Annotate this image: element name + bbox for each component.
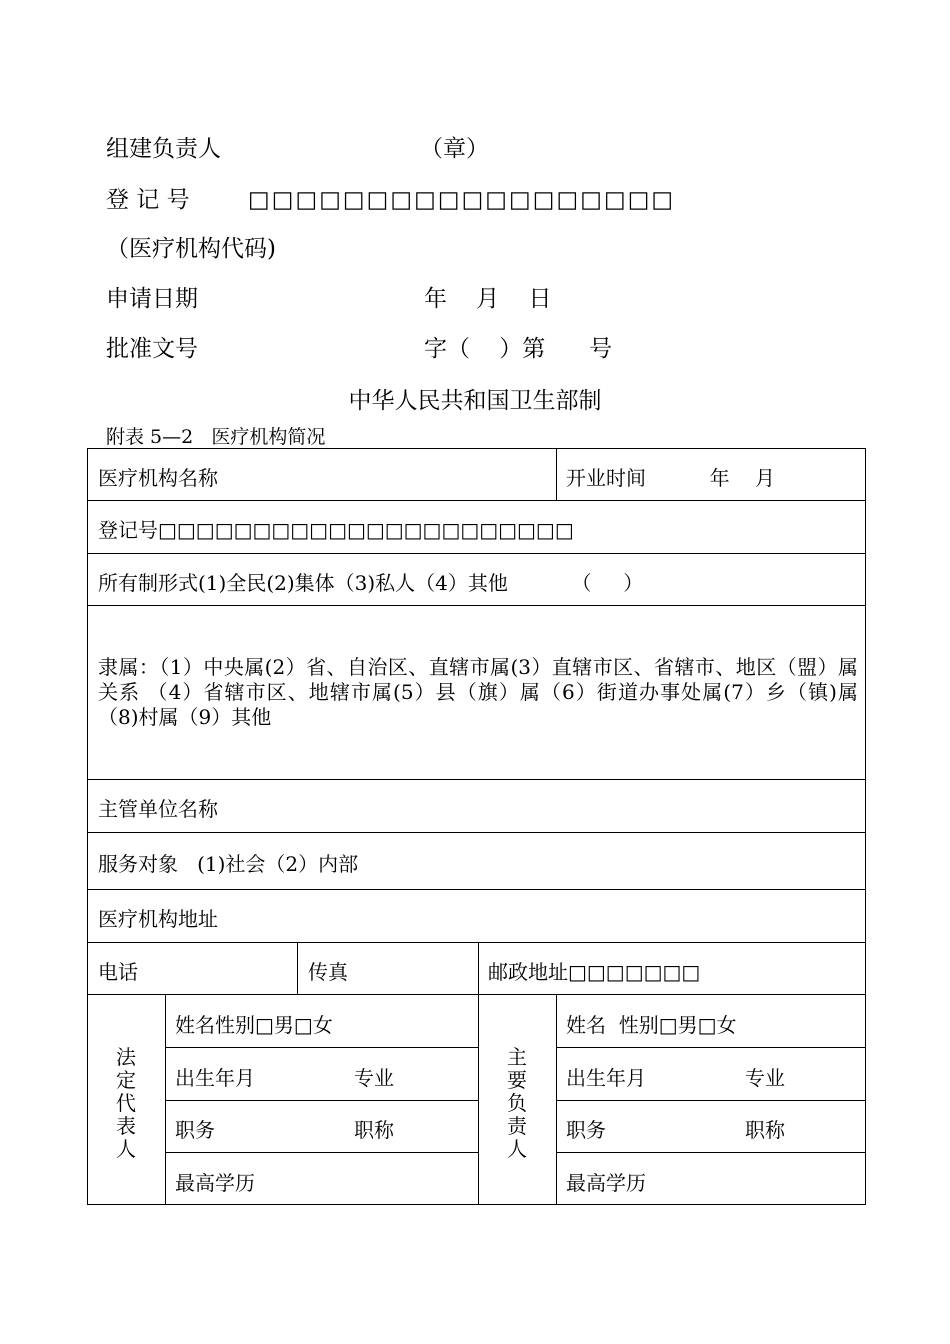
- registration-label: 登 记 号: [106, 187, 190, 213]
- row-divider: [165, 1152, 478, 1153]
- legal-rep-birth[interactable]: 出生年月: [175, 1066, 255, 1090]
- seal-label: （章）: [420, 136, 489, 162]
- col-divider: [165, 994, 166, 1204]
- approval-number-value[interactable]: 字（ ）第 号: [424, 336, 613, 362]
- service-target-field[interactable]: 服务对象 (1)社会（2）内部: [98, 852, 359, 876]
- institution-summary-form: [87, 448, 866, 1205]
- legal-rep-major[interactable]: 专业: [354, 1066, 394, 1090]
- apply-date-label: 申请日期: [106, 286, 198, 312]
- main-head-major[interactable]: 专业: [745, 1066, 785, 1090]
- registration-boxes[interactable]: □□□□□□□□□□□□□□□□□□: [248, 187, 676, 213]
- row-divider: [165, 1047, 478, 1048]
- affiliation-field[interactable]: 隶属：（1）中央属(2）省、自治区、直辖市属(3）直辖市区、省辖市、地区（盟）属关系 （4）省辖市区、地辖市属(5）县（旗）属（6）街道办事处属(7）乡（镇)属（8)村属（9）其他: [98, 655, 858, 729]
- legal-representative-label: 法定代表人: [116, 1045, 136, 1161]
- col-divider: [556, 994, 557, 1204]
- main-head-birth[interactable]: 出生年月: [566, 1066, 646, 1090]
- legal-rep-name-gender[interactable]: 姓名性别□男□女: [175, 1013, 333, 1037]
- approval-number-label: 批准文号: [106, 336, 198, 362]
- postal-address-field[interactable]: 邮政地址□□□□□□□: [488, 960, 701, 984]
- fax-field[interactable]: 传真: [308, 960, 348, 984]
- table-caption: 附表 5—2 医疗机构简况: [106, 426, 326, 448]
- legal-rep-position[interactable]: 职务: [175, 1118, 215, 1142]
- address-field[interactable]: 医疗机构地址: [98, 907, 218, 931]
- row-divider: [556, 1100, 865, 1101]
- main-head-education[interactable]: 最高学历: [566, 1171, 646, 1195]
- row-divider: [88, 889, 865, 890]
- row-divider: [88, 994, 865, 995]
- legal-rep-title[interactable]: 职称: [354, 1118, 394, 1142]
- row-divider: [88, 500, 865, 501]
- row-divider: [88, 779, 865, 780]
- row-divider: [88, 942, 865, 943]
- main-head-label: 主要负责人: [507, 1045, 527, 1161]
- col-divider: [297, 942, 298, 994]
- supervisor-unit-field[interactable]: 主管单位名称: [98, 797, 218, 821]
- row-divider: [165, 1100, 478, 1101]
- legal-rep-education[interactable]: 最高学历: [175, 1171, 255, 1195]
- row-divider: [556, 1152, 865, 1153]
- row-divider: [88, 553, 865, 554]
- ownership-field[interactable]: 所有制形式(1)全民(2)集体（3)私人（4）其他 （ ）: [98, 571, 644, 595]
- row-divider: [88, 605, 865, 606]
- phone-field[interactable]: 电话: [98, 960, 138, 984]
- issuer-title: 中华人民共和国卫生部制: [348, 388, 602, 414]
- col-divider: [478, 942, 479, 1204]
- institution-code-note: （医疗机构代码): [106, 236, 276, 262]
- founder-label: 组建负责人: [106, 136, 221, 162]
- registration-number-field[interactable]: 登记号□□□□□□□□□□□□□□□□□□□□□□: [98, 518, 574, 542]
- row-divider: [88, 832, 865, 833]
- row-divider: [556, 1047, 865, 1048]
- institution-name-label[interactable]: 医疗机构名称: [98, 466, 218, 490]
- main-head-position[interactable]: 职务: [566, 1118, 606, 1142]
- col-divider: [556, 449, 557, 500]
- main-head-title[interactable]: 职称: [745, 1118, 785, 1142]
- main-head-name-gender[interactable]: 姓名 性别□男□女: [566, 1013, 737, 1037]
- apply-date-value[interactable]: 年 月 日: [424, 286, 552, 312]
- opening-time-field[interactable]: 开业时间 年 月: [566, 466, 776, 490]
